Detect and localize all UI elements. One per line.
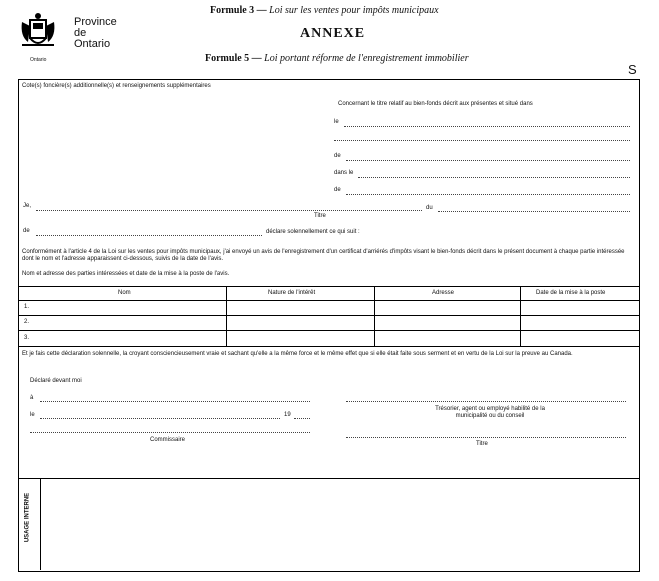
commissioner-line[interactable] (30, 432, 310, 433)
label-de-2: de (334, 187, 341, 193)
label-de-1: de (334, 153, 341, 159)
province-line2: de (74, 27, 87, 39)
field-a[interactable] (40, 401, 310, 402)
signature-line[interactable] (346, 401, 626, 402)
closing-statement: Et je fais cette déclaration solennelle, la croyant consciencieusement vraie et sachant qu'elle a la même force et le même effet que si elle était faite sous serment et en vertu de la Loi sur la preuve au Canada. (22, 351, 573, 357)
title-label: Titre (476, 441, 488, 447)
label-le-date: le (30, 412, 35, 418)
province-line3: Ontario (74, 38, 111, 50)
form3-heading (210, 5, 439, 16)
form3-title: Loi sur les ventes pour impôts municipaux (269, 5, 439, 16)
label-titre: Titre (314, 213, 326, 219)
label-je: Je, (23, 203, 32, 209)
parcel-heading: Cote(s) foncière(s) additionnelle(s) et renseignements supplémentaires (22, 83, 211, 89)
field-du[interactable] (438, 211, 630, 212)
field-dans-le[interactable] (358, 177, 630, 178)
internal-use-area[interactable] (42, 480, 636, 568)
conformement-text: Conformément à l'article 4 de la Loi sur les ventes pour impôts municipaux, j'ai envoyé un avis de l'enregistrement d'un certificat d'arriérés d'impôts visant le bien-fonds décrit dans le présent document à chaque partie intéressée dont le nom et l'adresse apparaissent ci-dessous, suivis de la date de l'avis. (22, 249, 625, 262)
title-line[interactable] (346, 437, 626, 438)
coat-of-arms-icon (18, 12, 58, 56)
treasurer-label: Trésorier, agent ou employé habilité de la municipalité ou du conseil (435, 406, 545, 419)
form5-heading (205, 53, 469, 64)
province-line1: Province (74, 16, 117, 28)
column-header-nom: Nom (118, 290, 131, 296)
internal-use-label: USAGE INTERNE (24, 492, 31, 543)
logo-caption: Ontario (30, 57, 47, 63)
concerning-text: Concernant le titre relatif au bien-fonds décrit aux présentes et situé dans (338, 101, 533, 107)
declared-before: Déclaré devant moi (30, 378, 82, 384)
field-de-2[interactable] (346, 194, 630, 195)
corner-letter: S (628, 62, 637, 77)
label-a: à (30, 395, 34, 401)
commissioner-label: Commissaire (150, 437, 186, 443)
label-dans-le: dans le (334, 170, 354, 176)
label-year: 19 (284, 412, 291, 418)
field-year[interactable] (294, 418, 310, 419)
label-de: de (23, 228, 30, 234)
field-line-2[interactable] (334, 140, 630, 141)
column-header-date: Date de la mise à la poste (536, 290, 606, 296)
field-le-date[interactable] (40, 418, 280, 419)
label-du: du (426, 205, 433, 211)
form5-number: Formule 5 — (205, 53, 262, 64)
label-le: le (334, 119, 339, 125)
field-je[interactable] (36, 210, 422, 211)
field-de-1[interactable] (346, 160, 630, 161)
column-header-adresse: Adresse (432, 290, 455, 296)
ontario-logo (18, 12, 58, 63)
form3-number: Formule 3 — (210, 5, 267, 16)
form5-title: Loi portant réforme de l'enregistrement immobilier (264, 53, 469, 64)
column-header-nature: Nature de l'intérêt (268, 290, 316, 296)
table-row[interactable]: 2. (24, 319, 30, 325)
field-le[interactable] (344, 126, 630, 127)
table-row[interactable]: 3. (24, 335, 30, 341)
field-de[interactable] (36, 235, 262, 236)
solemn-text: déclare solennellement ce qui suit : (266, 229, 360, 235)
table-row[interactable]: 1. (24, 304, 30, 310)
parties-heading: Nom et adresse des parties intéressées et date de la mise à la poste de l'avis. (22, 271, 230, 277)
annex-title: ANNEXE (300, 26, 366, 41)
